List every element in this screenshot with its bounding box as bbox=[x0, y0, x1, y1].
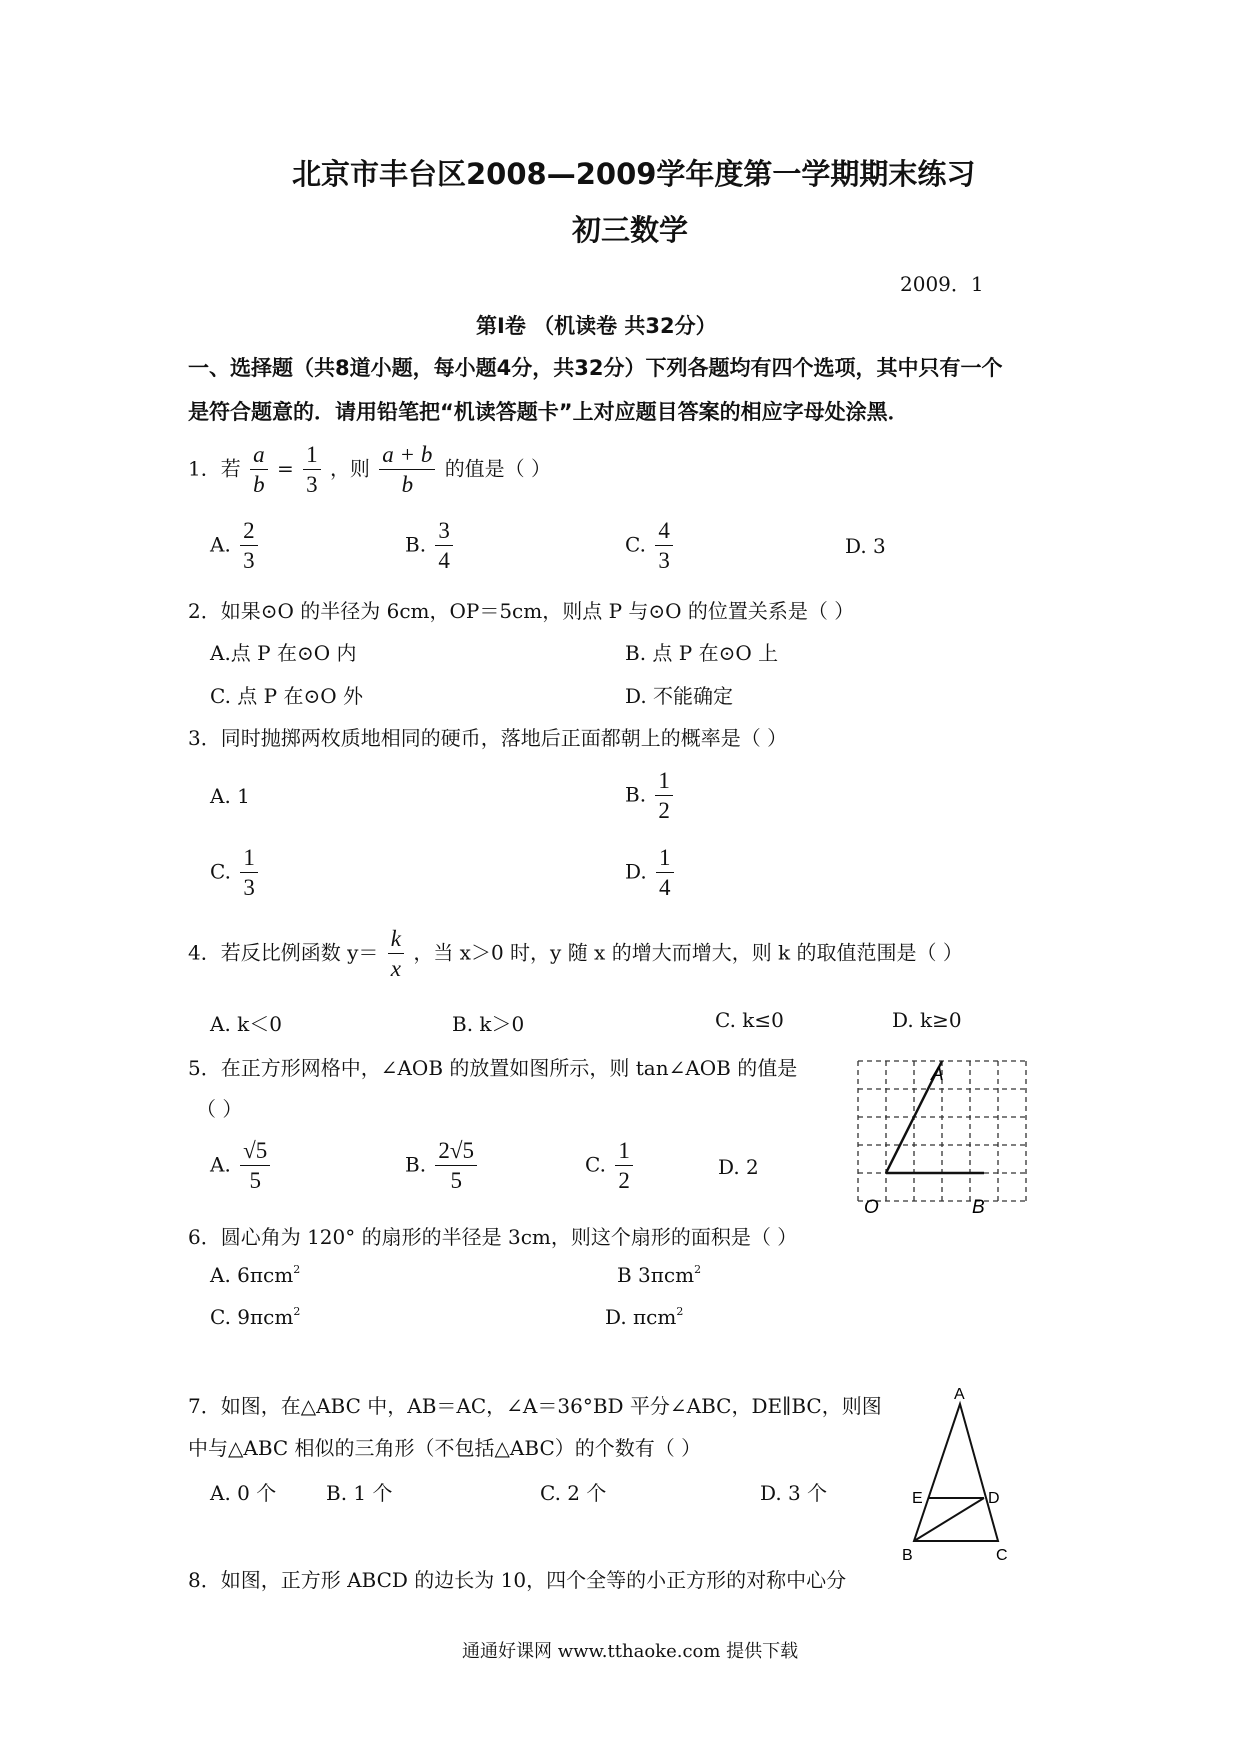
question-4-option-c: C. k≤0 bbox=[715, 1008, 784, 1032]
question-1-option-b: B. $\frac{3}{4}$ bbox=[405, 518, 456, 574]
question-1-option-c: C. $\frac{4}{3}$ bbox=[625, 518, 676, 574]
fraction-a-plus-b-over-b: $\frac{a + b}{b}$ bbox=[379, 442, 435, 498]
instructions-line-1: 一、选择题（共8道小题，每小题4分，共32分）下列各题均有四个选项，其中只有一个 bbox=[188, 356, 1003, 380]
question-3-option-d: D. $\frac{1}{4}$ bbox=[625, 845, 677, 901]
question-2-option-b: B. 点 P 在⊙O 上 bbox=[625, 641, 779, 665]
point-a-label: A bbox=[931, 1064, 944, 1085]
question-6-option-b: B 3πcm$^2$ bbox=[617, 1263, 702, 1287]
question-7-stem-line-2: 中与△ABC 相似的三角形（不包括△ABC）的个数有（ ） bbox=[188, 1436, 702, 1460]
question-4-option-d: D. k≥0 bbox=[892, 1008, 962, 1032]
question-4-option-b: B. k＞0 bbox=[452, 1012, 525, 1036]
question-7-option-b: B. 1 个 bbox=[326, 1481, 393, 1505]
question-4-option-a: A. k＜0 bbox=[210, 1012, 283, 1036]
fraction-a-over-b: $\frac{a}{b}$ bbox=[250, 442, 268, 498]
question-5-stem-line-1: 5．在正方形网格中，∠AOB 的放置如图所示，则 tan∠AOB 的值是 bbox=[188, 1056, 798, 1080]
question-6-option-a: A. 6πcm$^2$ bbox=[210, 1263, 301, 1287]
page-subtitle: 初三数学 bbox=[572, 213, 689, 247]
point-o-label: O bbox=[864, 1197, 879, 1218]
question-5-stem-line-2: （ ） bbox=[196, 1097, 243, 1121]
triangle-abc bbox=[914, 1404, 998, 1541]
vertex-c-label: C bbox=[996, 1547, 1008, 1564]
grid-angle-figure bbox=[852, 1056, 1034, 1226]
question-3-stem: 3．同时抛掷两枚质地相同的硬币，落地后正面都朝上的概率是（ ） bbox=[188, 726, 788, 750]
question-8-stem-line-1: 8．如图，正方形 ABCD 的边长为 10，四个全等的小正方形的对称中心分 bbox=[188, 1568, 847, 1592]
question-7-option-d: D. 3 个 bbox=[760, 1481, 828, 1505]
question-2-option-a: A.点 P 在⊙O 内 bbox=[210, 641, 357, 665]
exam-date: 2009．1 bbox=[900, 272, 984, 296]
vertex-b-label: B bbox=[902, 1547, 913, 1564]
question-1-option-d: D. 3 bbox=[845, 534, 886, 558]
question-5-option-d: D. 2 bbox=[718, 1155, 759, 1179]
question-2-option-c: C. 点 P 在⊙O 外 bbox=[210, 684, 363, 708]
fraction-one-third: $\frac{1}{3}$ bbox=[303, 442, 321, 498]
question-6-stem: 6．圆心角为 120° 的扇形的半径是 3cm，则这个扇形的面积是（ ） bbox=[188, 1225, 798, 1249]
question-2-stem: 2．如果⊙O 的半径为 6cm，OP＝5cm，则点 P 与⊙O 的位置关系是（ ） bbox=[188, 599, 855, 623]
question-1-option-a: A. $\frac{2}{3}$ bbox=[210, 518, 261, 574]
page-title: 北京市丰台区2008—2009学年度第一学期期末练习 bbox=[292, 157, 976, 191]
question-3-option-b: B. $\frac{1}{2}$ bbox=[625, 768, 676, 824]
point-b-label: B bbox=[972, 1197, 985, 1218]
question-2-option-d: D. 不能确定 bbox=[625, 684, 734, 708]
vertex-a-label: A bbox=[954, 1386, 965, 1403]
question-7-stem-line-1: 7．如图，在△ABC 中，AB＝AC，∠A＝36°BD 平分∠ABC，DE∥BC，则图 bbox=[188, 1394, 882, 1418]
question-6-option-d: D. πcm$^2$ bbox=[605, 1305, 684, 1329]
point-d-label: D bbox=[988, 1490, 1000, 1507]
instructions-line-2: 是符合题意的．请用铅笔把“机读答题卡”上对应题目答案的相应字母处涂黑． bbox=[188, 400, 909, 424]
point-e-label: E bbox=[912, 1490, 923, 1507]
segment-bd bbox=[914, 1498, 984, 1541]
triangle-figure bbox=[900, 1384, 1022, 1566]
page-footer: 通通好课网 www.tthaoke.com 提供下载 bbox=[462, 1641, 799, 1662]
section-heading: 第Ⅰ卷 （机读卷 共32分） bbox=[476, 314, 717, 338]
question-7-option-a: A. 0 个 bbox=[210, 1481, 277, 1505]
question-6-option-c: C. 9πcm$^2$ bbox=[210, 1305, 301, 1329]
question-5-option-b: B. $\frac{2√5}{5}$ bbox=[405, 1138, 480, 1194]
question-3-option-a: A. 1 bbox=[210, 784, 250, 808]
question-1-stem: 1．若 $\frac{a}{b}$ = $\frac{1}{3}$ ，则 $\frac{a + b}{b}$ 的值是（ ） bbox=[188, 442, 552, 498]
question-7-option-c: C. 2 个 bbox=[540, 1481, 607, 1505]
question-3-option-c: C. $\frac{1}{3}$ bbox=[210, 845, 261, 901]
fraction-k-over-x: $\frac{k}{x}$ bbox=[388, 926, 404, 982]
question-4-stem: 4．若反比例函数 y＝ $\frac{k}{x}$ ，当 x＞0 时，y 随 x 的增大而增大，则 k 的取值范围是（ ） bbox=[188, 926, 963, 982]
question-5-option-c: C. $\frac{1}{2}$ bbox=[585, 1138, 636, 1194]
question-5-option-a: A. $\frac{√5}{5}$ bbox=[210, 1138, 273, 1194]
